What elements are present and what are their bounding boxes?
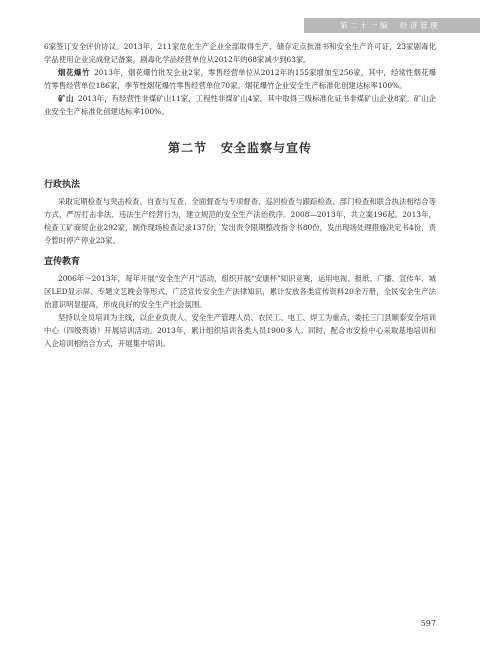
page-number: 597	[420, 619, 436, 628]
section-title	[44, 140, 436, 156]
publicity-heading: 宣传教育	[44, 257, 81, 267]
mines-paragraph	[44, 92, 436, 118]
admin-enforcement-heading: 行政执法	[44, 180, 81, 190]
running-title: 第二十一编 经济管理	[340, 21, 440, 30]
mines-text: 2013年，有经营性非煤矿山11家，工程性非煤矿山4家。其中取得三级标准化证书非煤矿山企业8家。矿山企业安全生产标准化创建达标率100%。	[44, 94, 436, 116]
page-body	[44, 40, 436, 350]
section-number: 第二节	[167, 141, 207, 155]
fireworks-lead: 烟花爆竹	[58, 68, 91, 77]
running-header	[304, 18, 480, 33]
publicity-paragraph: 2006年～2013年，每年开展“安全生产月”活动，组织开展“安康杯”知识竞赛，运用电视、报纸、广播、宣传车、城区LED显示屏、专题文艺晚会等形式，广泛宣传安全生产法律知识，累计发放各类宣传资料20余万册，全民安全生产法治意识明显提高，形成良好的安全生产社会氛围。	[44, 274, 436, 309]
admin-enforcement-paragraph: 采取定期检查与突击检查、自查与互查、全面督查与专项督查、巡回检查与跟踪检查、部门检查和联合执法相结合等方式，严厉打击非法、违法生产经营行为，建立规范的安全生产法治秩序。2008—2013年，共立案196起。2013年，检查工矿商贸企业292家，制作现场检查记录137份，发出责令限期整改指令书80份，发出现场处理措施决定书4份，责令暂时停产停业23家。	[44, 197, 436, 245]
section-name: 安全监察与宣传	[221, 141, 313, 155]
fireworks-paragraph	[44, 66, 436, 92]
mines-lead: 矿山	[58, 94, 74, 103]
fireworks-text: 2013年，烟花爆竹批发企业2家，零售经营单位从2012年的155家增加至256家，其中，经常性烟花爆竹零售经营单位186家，季节性烟花爆竹零售经营单位70家。烟花爆竹企业安全生产标准化创建达标率100%。	[44, 68, 436, 90]
publicity-paragraph: 坚持以全员培训为主线，以企业负责人、安全生产管理人员、农民工、电工、焊工为重点，委托三门县顺泰安全培训中心（四级资质）开展培训活动。2013年，累计组织培训各类人员1900多人。同时，配合市安检中心采取基地培训和入企培训相结合方式，开展集中培训。	[44, 313, 436, 348]
intro-paragraph: 6家签订安全评价协议。2013年，211家危化生产企业全部取得生产、储存定点批准书和安全生产许可证，23家剧毒化学品使用企业完成登记备案，剧毒化学品经营单位从2012年的68家减少到63家。	[44, 42, 436, 64]
